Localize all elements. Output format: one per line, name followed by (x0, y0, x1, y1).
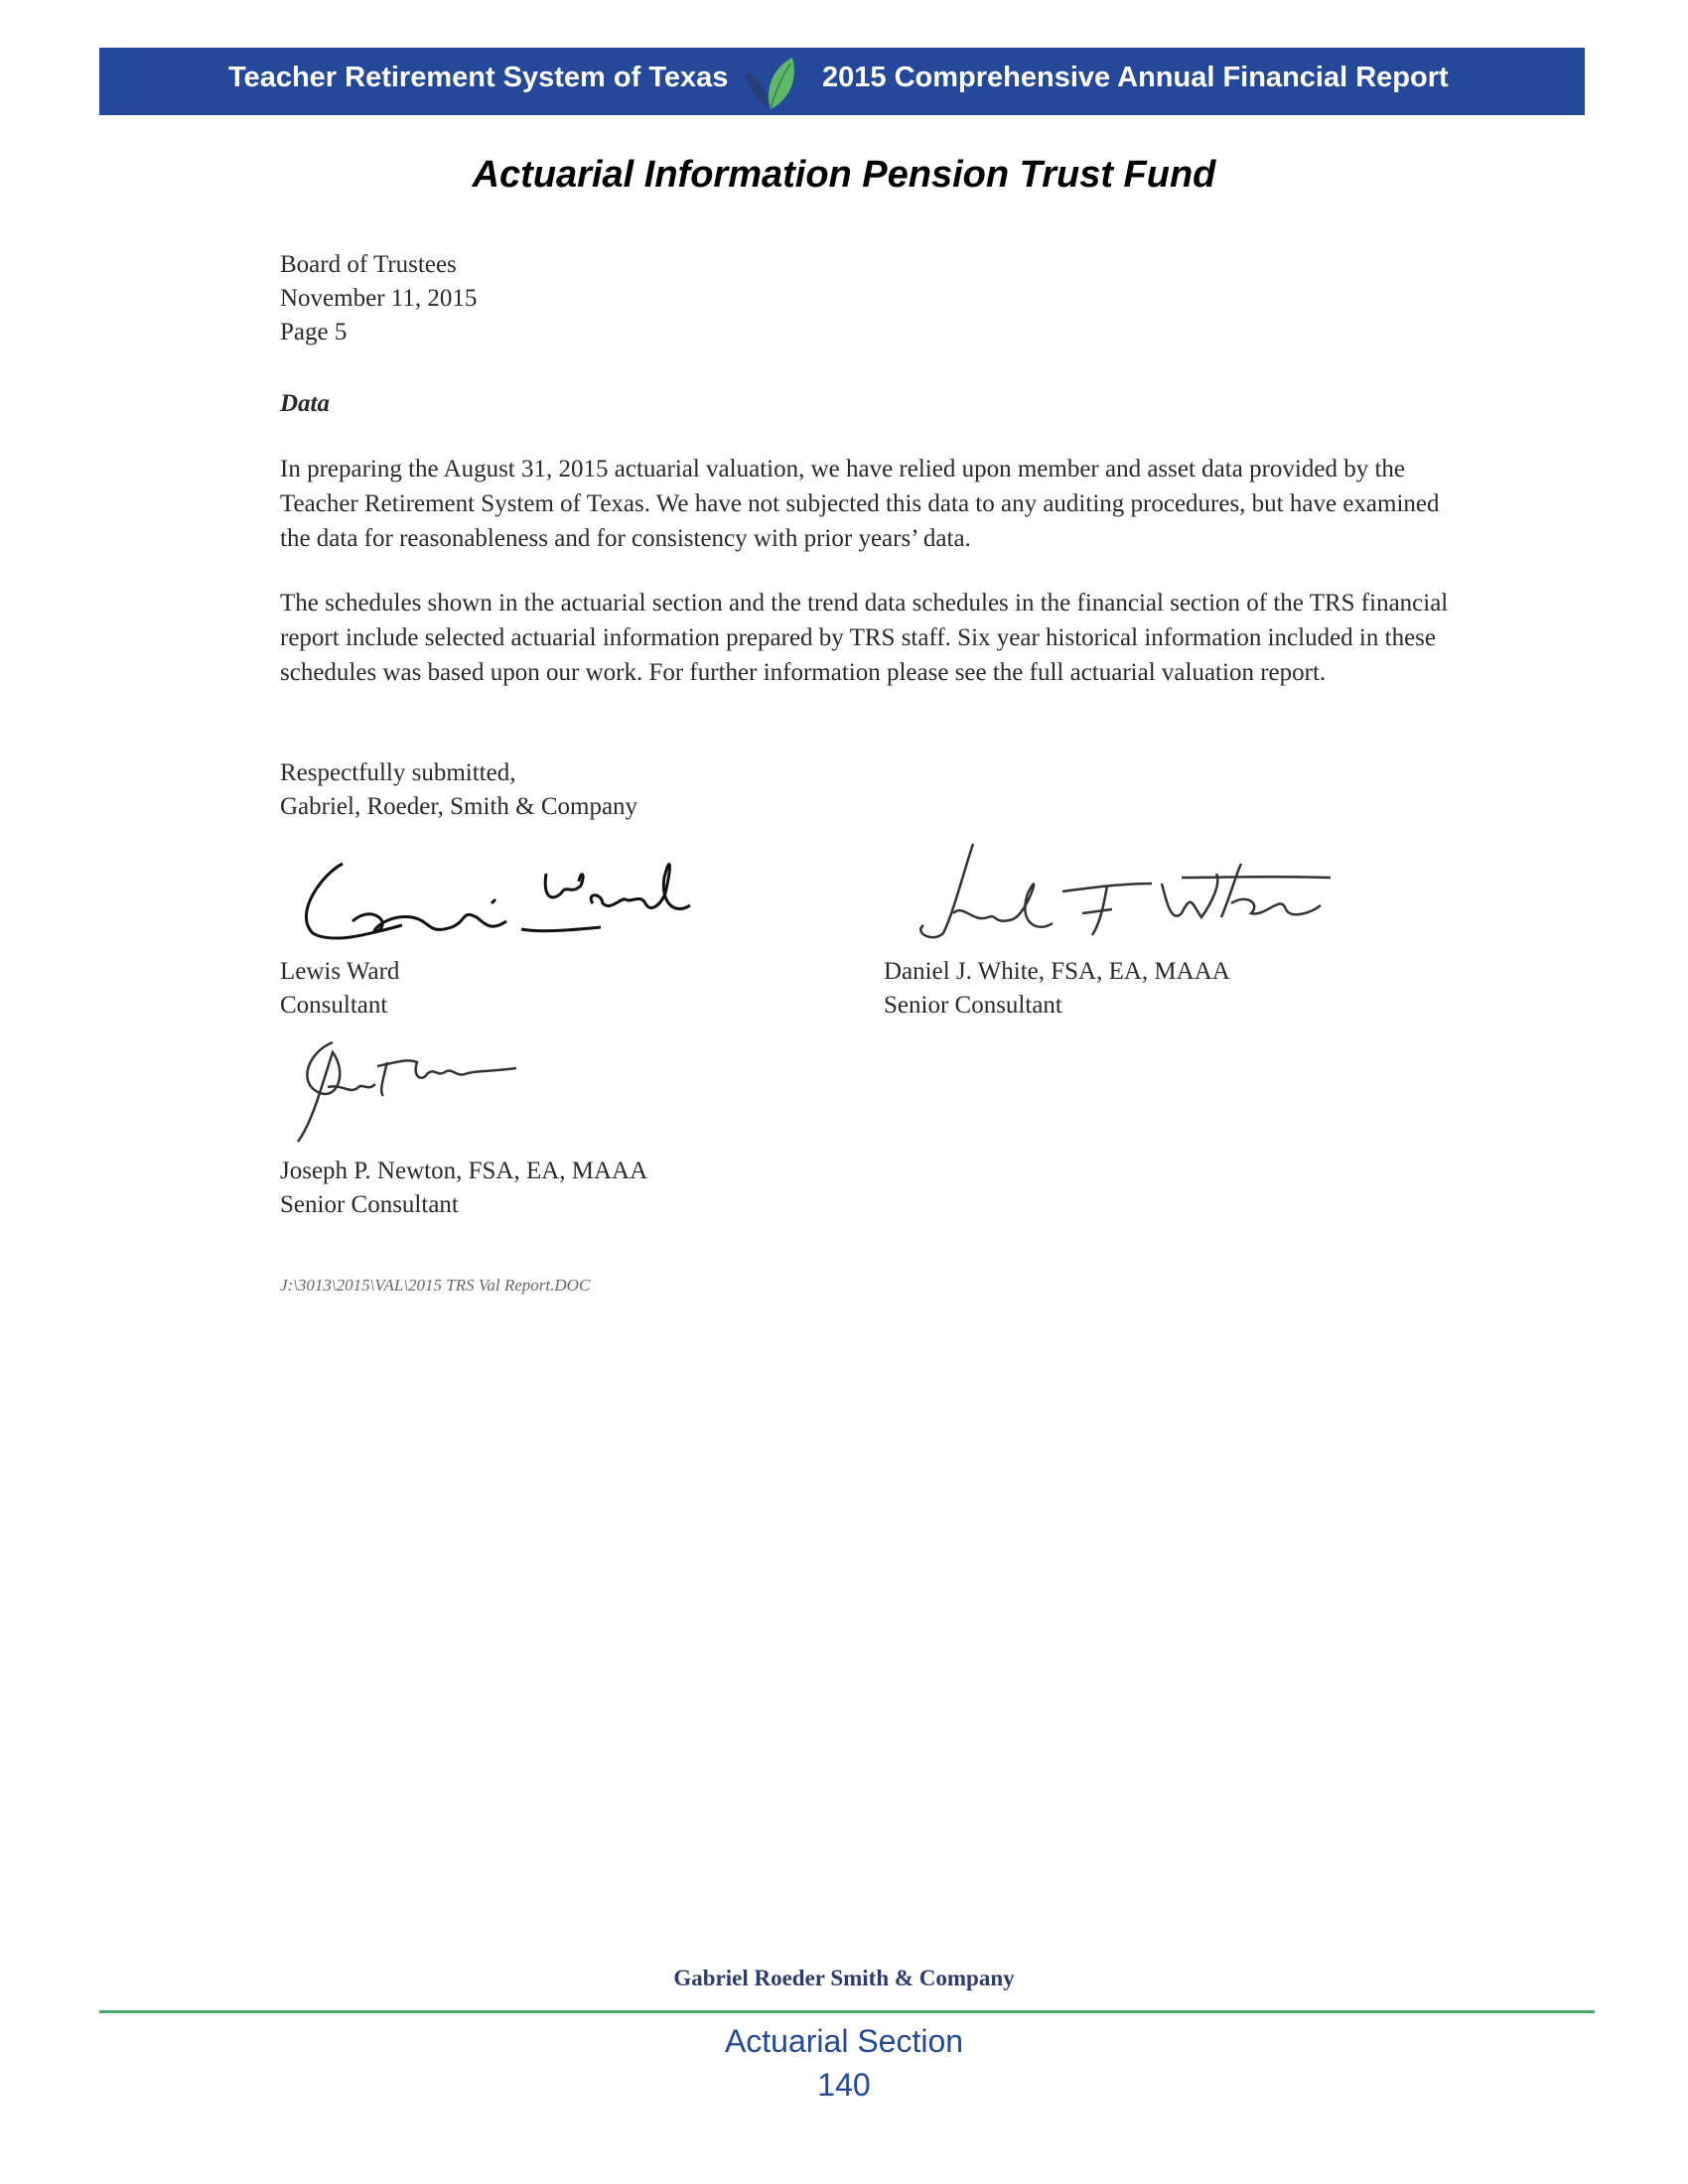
paragraph-schedules: The schedules shown in the actuarial section and the trend data schedules in the financial section of the TRS financial report include selected actuarial information prepared by TRS staff. Six year historical information included in these schedules was based upon our work. For further information please see the full actuarial valuation report. (280, 590, 1449, 686)
signer-daniel-white (884, 955, 1230, 1023)
signer-lewis-ward (280, 955, 399, 1023)
page-title: Actuarial Information Pension Trust Fund (472, 154, 1216, 196)
signature-joseph-newton (288, 1032, 526, 1152)
letter-page: Page 5 (280, 319, 348, 345)
letter-date: November 11, 2015 (280, 285, 478, 312)
closing-block (280, 756, 637, 824)
letterhead-footer: Gabriel Roeder Smith & Company (673, 1966, 1015, 1990)
paragraph-data: In preparing the August 31, 2015 actuarial valuation, we have relied upon member and asset data provided by the Teacher Retirement System of Texas. We have not subjected this data to any auditing procedures, but have examined the data for reasonableness and for consistency with prior years’ data. (280, 456, 1440, 552)
signer-title: Consultant (280, 992, 388, 1019)
letter-header (280, 248, 477, 349)
signature-daniel-white (894, 834, 1331, 953)
banner-right-title: 2015 Comprehensive Annual Financial Report (822, 62, 1449, 93)
signer-name: Daniel J. White, FSA, EA, MAAA (884, 958, 1230, 985)
signer-name: Joseph P. Newton, FSA, EA, MAAA (280, 1158, 648, 1184)
addressee: Board of Trustees (280, 251, 457, 278)
footer-page-number: 140 (817, 2067, 871, 2103)
document-file-path: J:\3013\2015\VAL\2015 TRS Val Report.DOC (280, 1276, 591, 1295)
banner-left-title: Teacher Retirement System of Texas (228, 62, 729, 93)
signer-title: Senior Consultant (884, 992, 1062, 1019)
section-heading: Data (280, 390, 330, 417)
signature-lewis-ward (283, 834, 720, 953)
leaf-logo-icon (735, 54, 804, 113)
signer-title: Senior Consultant (280, 1191, 459, 1218)
firm-name: Gabriel, Roeder, Smith & Company (280, 793, 638, 820)
header-banner (99, 48, 1585, 115)
footer-section-name: Actuarial Section (724, 2023, 964, 2059)
signer-name: Lewis Ward (280, 958, 400, 985)
footer-divider (99, 2010, 1595, 2013)
signer-joseph-newton (280, 1155, 647, 1222)
closing-text: Respectfully submitted, (280, 759, 516, 786)
